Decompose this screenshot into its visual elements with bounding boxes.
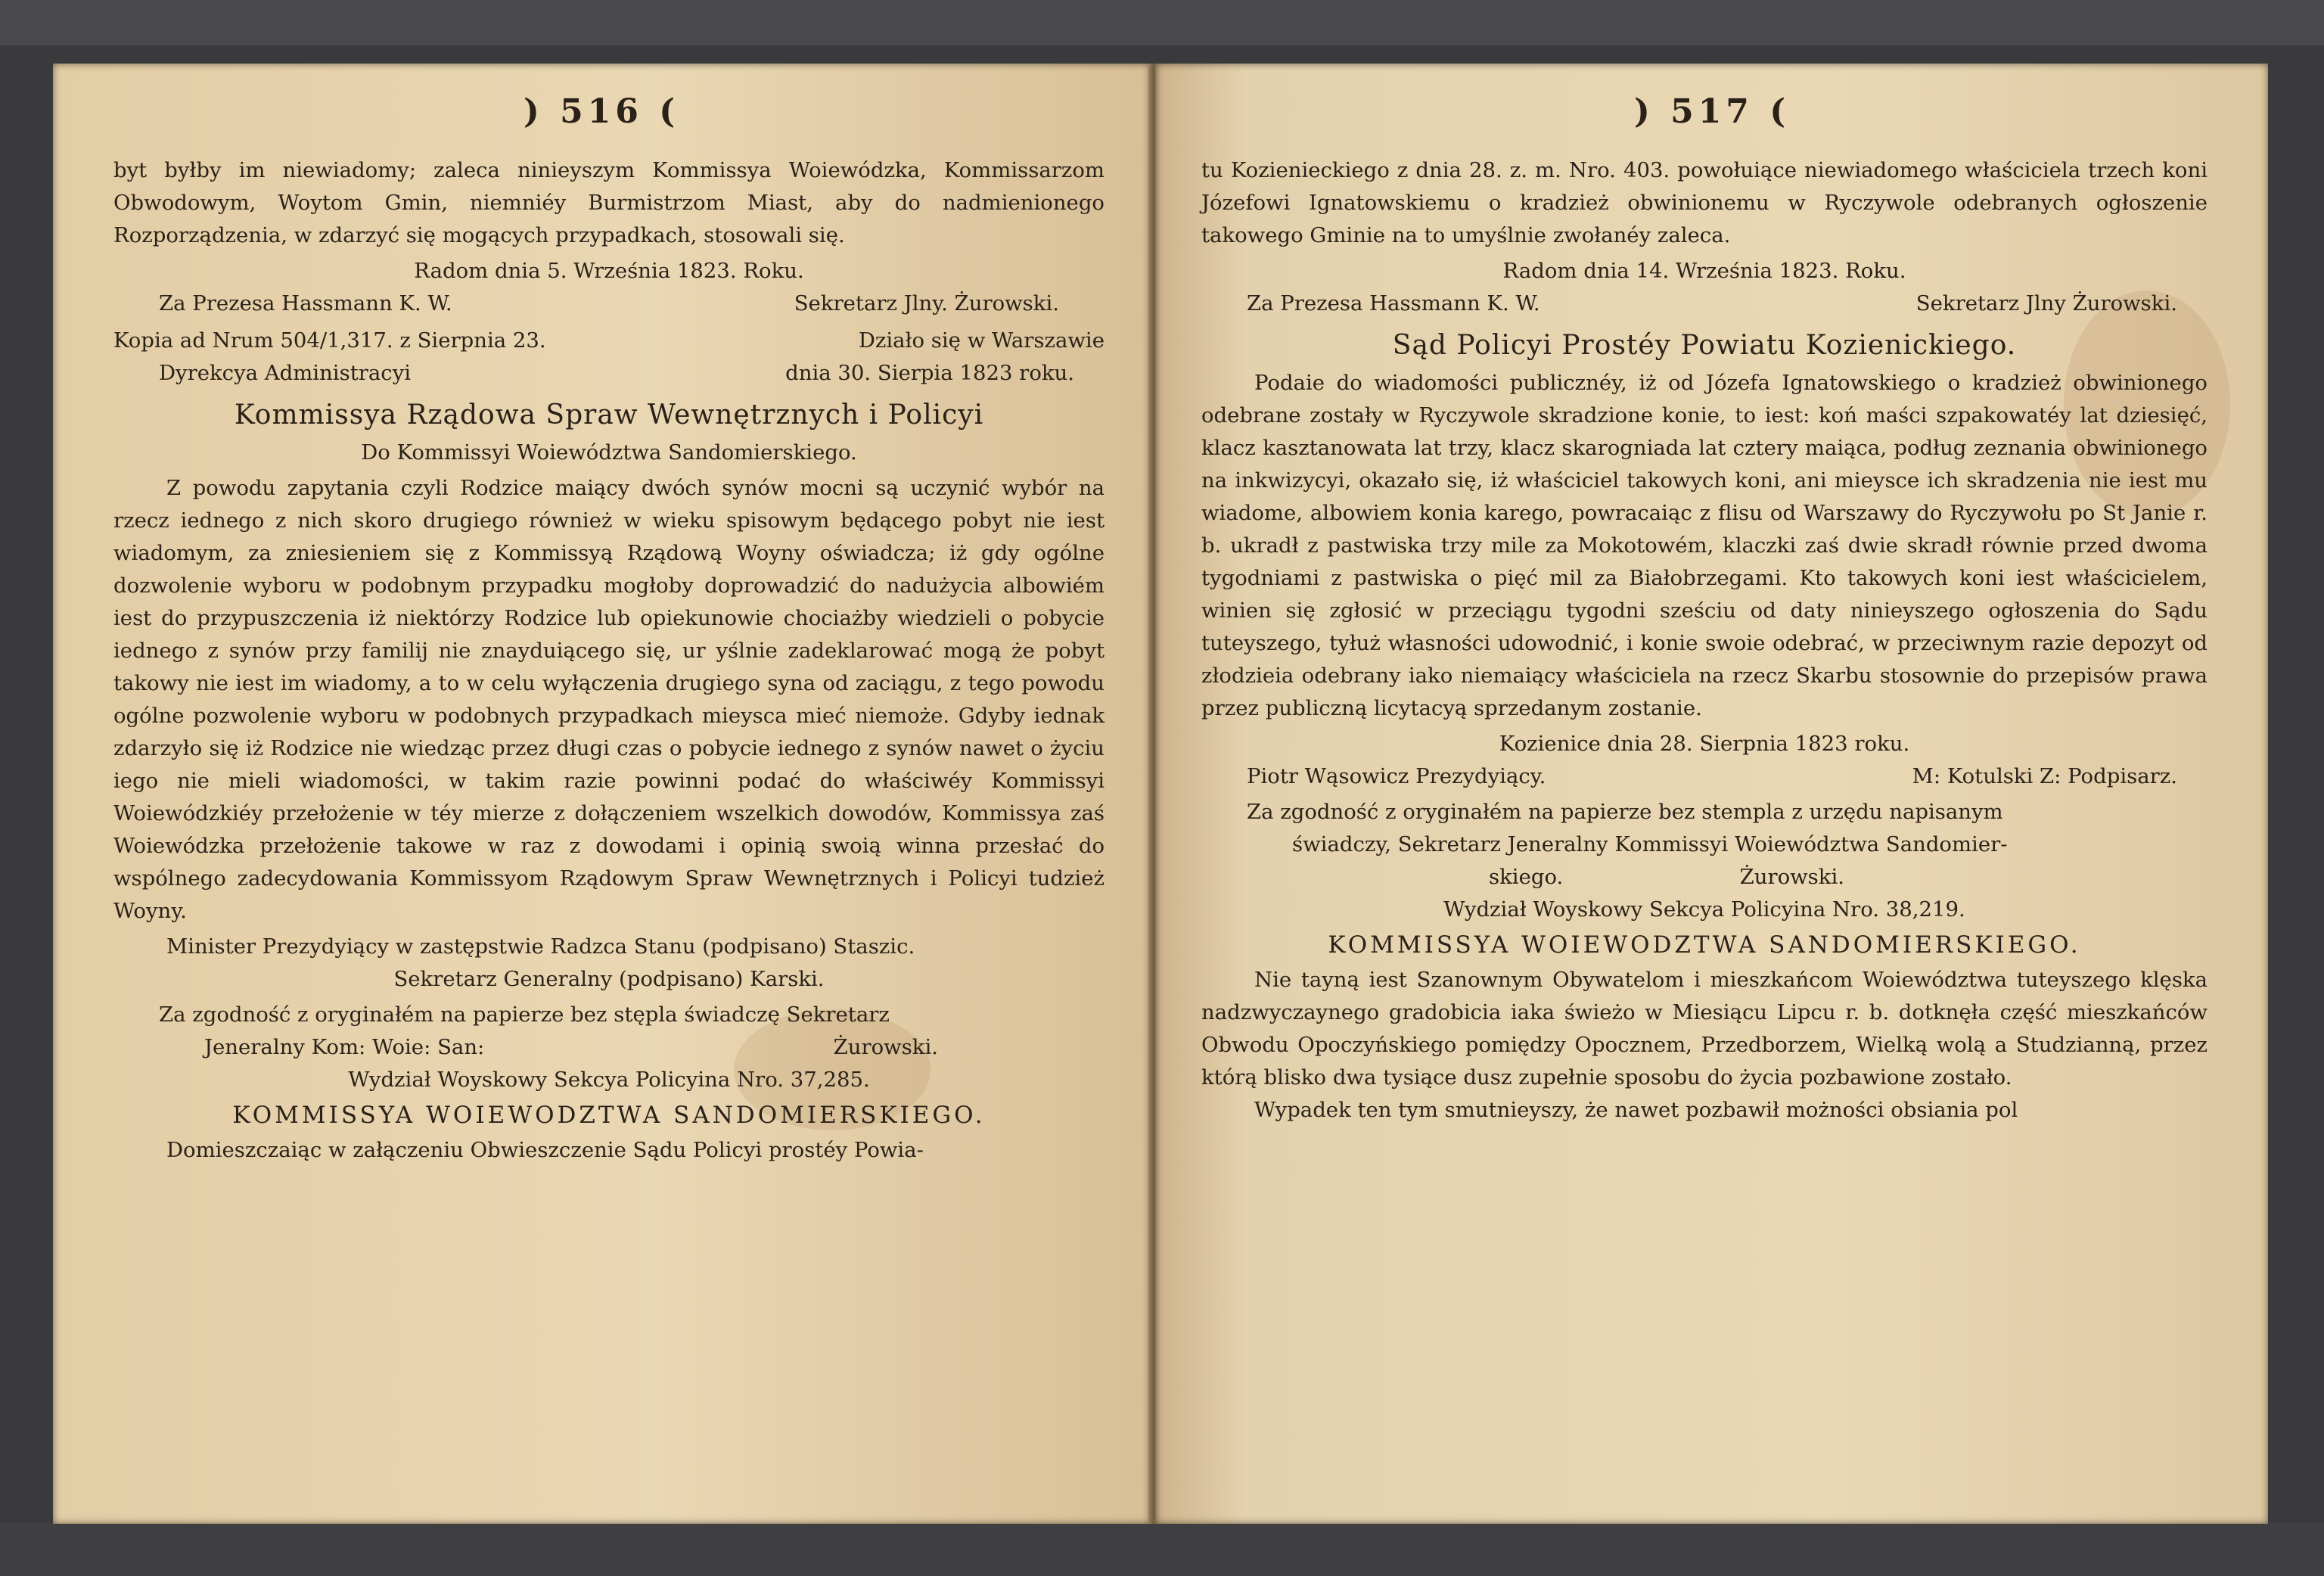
certification-line: świadczy, Sekretarz Jeneralny Kommissyi Woiewództwa Sandomier- xyxy=(1292,832,2008,856)
signature-row xyxy=(1201,288,2207,320)
signature-right: M: Kotulski Z: Podpisarz. xyxy=(1912,764,2177,788)
paragraph: Nie tayną iest Szanownym Obywatelom i mieszkańcom Woiewództwa tuteyszego klęska nadzwyczaynego gradobicia iaka świeżo w Miesiącu Lipcu r. b. dotknęła część mieszkańców Obwodu Opoczyńskiego pomiędzy Opocznem, Przedborzem, Wielką wolą a Studzianną, przez którą blisko dwa tysiące dusz zupełnie sposobu do życia pozbawione zostało. xyxy=(1201,968,2207,1090)
directorate-row xyxy=(113,357,1105,390)
signature-left: Piotr Wąsowicz Prezydyiący. xyxy=(1247,764,1546,788)
commission-heading: KOMMISSYA WOIEWODZTWA SANDOMIERSKIEGO. xyxy=(1328,931,2081,959)
certification-office: skiego. xyxy=(1489,865,1564,889)
left-page xyxy=(53,64,1150,1524)
certification-office: Jeneralny Kom: Woie: San: xyxy=(204,1035,485,1059)
copy-reference: Kopia ad Nrum 504/1,317. z Sierpnia 23. xyxy=(113,328,546,353)
directorate: Dyrekcya Administracyi xyxy=(159,361,412,385)
signature-row xyxy=(1201,760,2207,793)
signature-right: Sekretarz Jlny Żurowski. xyxy=(1915,291,2177,316)
paragraph: Z powodu zapytania czyli Rodzice maiący dwóch synów mocni są uczynić wybór na rzecz iednego z nich skoro drugiego również w wieku spisowym będącego pobyt nie iest wiadomym, za zniesieniem się z Kommissyą Rządową Woyny oświadcza; iż gdy ogólne dozwolenie wyboru w podobnym przypadku mogłoby doprowadzić do nadużycia albowiém iest do przypuszczenia iż niektórzy Rodzice lub opiekunowie chociażby wiedzieli o pobycie iednego z synów przy familij nie znayduiącego się, ur yślnie zadeklarować mogą że pobyt takowy nie iest im wiadomy, a to w celu wyłączenia drugiego syna od zaciągu, z tego powodu ogólne pozwolenie wyboru w podobnych przypadkach mieysca mieć niemoże. Gdyby iednak zdarzyło się iż Rodzice nie wiedząc przez długi czas o pobycie iednego z synów nawet o życiu iego nie mieli wiadomości, w takim razie powinni podać do właściwéy Kommissyi Woiewódzkiéy przełożenie w téy mierze z dołączeniem wszelkich dowodów, Kommissya zaś Woiewódzka przełożenie takowe w raz z dowodami i opinią swoią winna przesłać do wspólnego zadecydowania Kommissyom Rządowym Spraw Wewnętrznych i Policyi tudzież Woyny. xyxy=(113,476,1105,923)
place-line: Działo się w Warszawie xyxy=(858,328,1105,353)
date-line: dnia 30. Sierpia 1823 roku. xyxy=(785,361,1074,385)
scanner-frame-bottom xyxy=(0,1523,2324,1576)
right-page xyxy=(1156,64,2268,1524)
date-line: Kozienice dnia 28. Sierpnia 1823 roku. xyxy=(1499,732,1910,756)
paragraph: tu Kozienieckiego z dnia 28. z. m. Nro. 403. powołuiące niewiadomego właściciela trzech koni Józefowi Ignatowskiemu o kradzież obwinionemu w Ryczywole odebranych ogłoszenie takowego Gminie na to umyślnie zwołanéy zaleca. xyxy=(1201,158,2207,247)
date-line: Radom dnia 14. Września 1823. Roku. xyxy=(1502,259,1906,283)
certification-row xyxy=(113,1031,1105,1064)
page-number: ) 516 ( xyxy=(523,92,680,131)
date-line: Radom dnia 5. Września 1823. Roku. xyxy=(414,259,804,283)
paragraph: Podaie do wiadomości publicznéy, iż od Józefa Ignatowskiego o kradzież obwinionego odebrane zostały w Ryczywole skradzione konie, to iest: koń maści szpakowatéy lat dziesięć, klacz kasztanowata lat trzy, klacz skarogniada lat cztery maiąca, podług zeznania obwinionego na inkwizycyi, okazało się, iż właściciel takowych koni, ani mieysce ich skradzenia nie iest mu wiadome, albowiem konia karego, powracaiąc z flisu od Warszawy do Ryczywołu po St Janie r. b. ukradł z pastwiska trzy mile za Mokotowém, klaczki zaś dwie skradł równie przed dwoma tygodniami z pastwiska o pięć mil za Białobrzegami. Kto takowych koni iest właścicielem, winien się zgłosić w przeciągu tygodni sześciu od daty ninieyszego ogłoszenia do Sądu tuteyszego, tyłuż własności udowodnić, i konie swoie odebrać, w przeciwnym razie depozyt od złodzieia odebrany iako niemaiący właściciela na rzecz Skarbu stosownie do przepisów prawa przez publiczną licytacyą sprzedanym zostanie. xyxy=(1201,371,2207,720)
section-subheading: Do Kommissyi Woiewództwa Sandomierskiego. xyxy=(361,440,857,465)
department-line: Wydział Woyskowy Sekcya Policyina Nro. 37,285. xyxy=(348,1068,870,1092)
page-text xyxy=(113,154,1105,1167)
signature-row xyxy=(113,288,1105,320)
paragraph-continued: Wypadek ten tym smutnieyszy, że nawet pozbawił możności obsiania pol xyxy=(1254,1098,2018,1122)
department-line: Wydział Woyskowy Sekcya Policyina Nro. 38,219. xyxy=(1443,897,1965,922)
section-heading: Kommissya Rządowa Spraw Wewnętrznych i Policyi xyxy=(234,399,984,431)
commission-heading: KOMMISSYA WOIEWODZTWA SANDOMIERSKIEGO. xyxy=(232,1102,986,1129)
secretary-signature: Sekretarz Generalny (podpisano) Karski. xyxy=(393,967,825,991)
page-number: ) 517 ( xyxy=(1633,92,1791,131)
signature-left: Za Prezesa Hassmann K. W. xyxy=(1247,291,1540,316)
paragraph-continued: Domieszczaiąc w załączeniu Obwieszczenie Sądu Policyi prostéy Powia- xyxy=(166,1138,924,1162)
certification-line: Za zgodność z oryginałém na papierze bez stępla świadczę Sekretarz xyxy=(159,1002,890,1027)
certification-row xyxy=(1201,861,2207,894)
signature-left: Za Prezesa Hassmann K. W. xyxy=(159,291,452,316)
scanner-frame-top xyxy=(0,0,2324,45)
certification-signer: Żurowski. xyxy=(833,1035,938,1059)
minister-signature: Minister Prezydyiący w zastępstwie Radzca Stanu (podpisano) Staszic. xyxy=(166,934,915,959)
copy-row xyxy=(113,325,1105,357)
page-text xyxy=(1201,154,2207,1127)
certification-signer: Żurowski. xyxy=(1739,865,1844,889)
certification-line: Za zgodność z oryginałém na papierze bez stempla z urzędu napisanym xyxy=(1247,800,2003,824)
section-heading: Sąd Policyi Prostéy Powiatu Kozienickiego. xyxy=(1392,330,2017,361)
signature-right: Sekretarz Jlny. Żurowski. xyxy=(794,291,1059,316)
paragraph: byt byłby im niewiadomy; zaleca ninieyszym Kommissya Woiewódzka, Kommissarzom Obwodowym, Woytom Gmin, niemniéy Burmistrzom Miast, aby do nadmienionego Rozporządzenia, w zdarzyć się mogących przypadkach, stosowali się. xyxy=(113,158,1105,247)
